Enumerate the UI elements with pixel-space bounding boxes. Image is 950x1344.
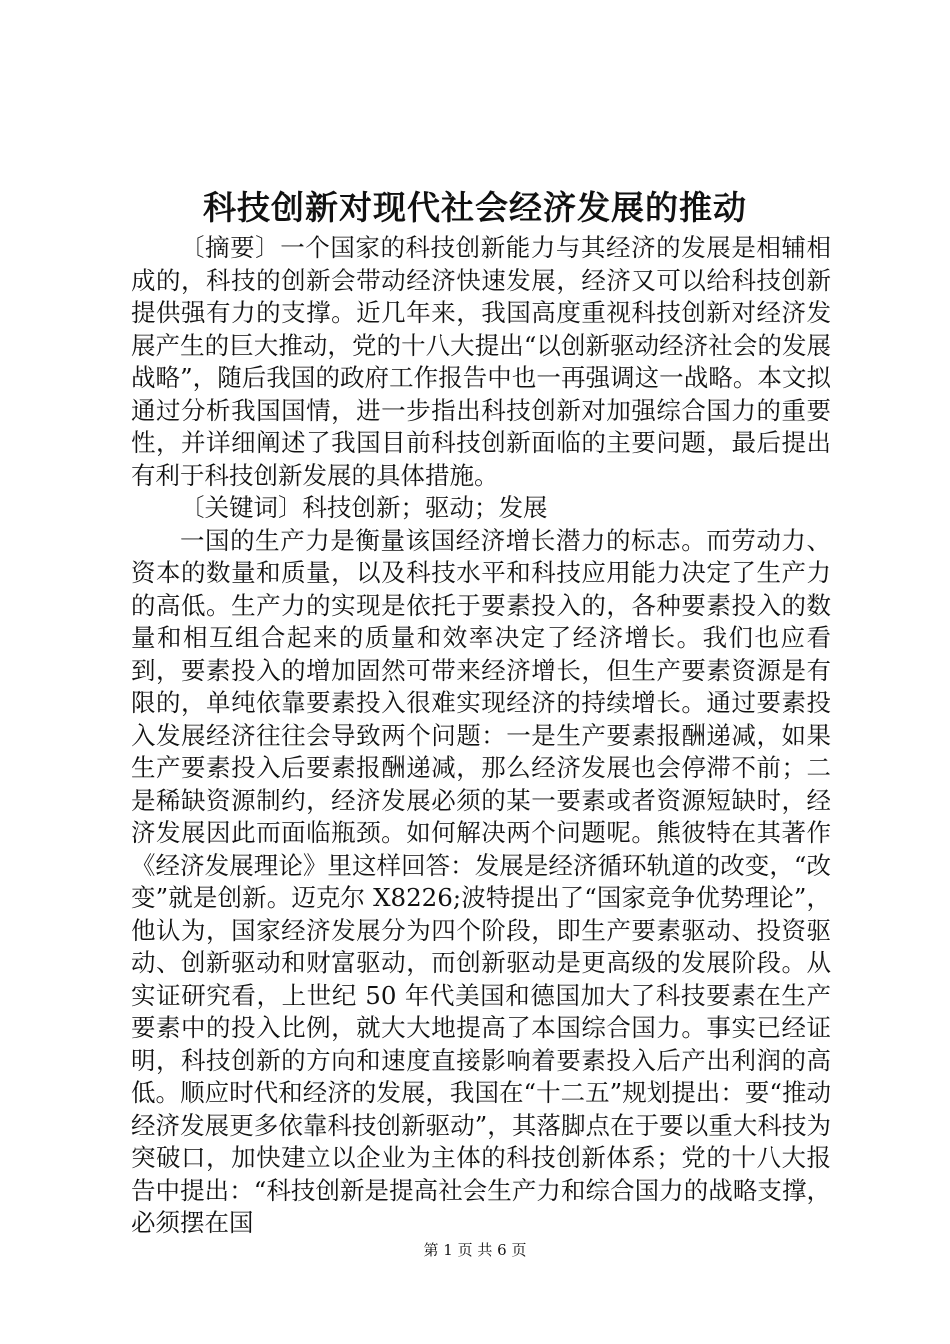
document-title: 科技创新对现代社会经济发展的推动 bbox=[203, 188, 747, 227]
keywords-paragraph: 〔关键词〕科技创新；驱动；发展 bbox=[180, 493, 548, 522]
abstract-paragraph: 〔摘要〕一个国家的科技创新能力与其经济的发展是相辅相成的，科技的创新会带动经济快速发展，经济又可以给科技创新提供强有力的支撑。近几年来，我国高度重视科技创新对经济发展产生的巨大推动，党的十八大提出“以创新驱动经济社会的发展战略”，随后我国的政府工作报告中也一再强调这一战略。本文拟通过分析我国国情，进一步指出科技创新对加强综合国力的重要性，并详细阐述了我国目前科技创新面临的主要问题，最后提出有利于科技创新发展的具体措施。 bbox=[131, 233, 831, 490]
page-footer: 第 1 页 共 6 页 bbox=[423, 1241, 527, 1259]
body-paragraph: 一国的生产力是衡量该国经济增长潜力的标志。而劳动力、资本的数量和质量，以及科技水平和科技应用能力决定了生产力的高低。生产力的实现是依托于要素投入的，各种要素投入的数量和相互组合起来的质量和效率决定了经济增长。我们也应看到，要素投入的增加固然可带来经济增长，但生产要素资源是有限的，单纯依靠要素投入很难实现经济的持续增长。通过要素投入发展经济往往会导致两个问题：一是生产要素报酬递减，如果生产要素投入后要素报酬递减，那么经济发展也会停滞不前；二是稀缺资源制约，经济发展必须的某一要素或者资源短缺时，经济发展因此而面临瓶颈。如何解决两个问题呢。熊彼特在其著作《经济发展理论》里这样回答：发展是经济循环轨道的改变，“改变”就是创新。迈克尔 X8226;波特提出了“国家竞争优势理论”，他认为，国家经济发展分为四个阶段，即生产要素驱动、投资驱动、创新驱动和财富驱动，而创新驱动是更高级的发展阶段。从实证研究看，上世纪 50 年代美国和德国加大了科技要素在生产要素中的投入比例，就大大地提高了本国综合国力。事实已经证明，科技创新的方向和速度直接影响着要素投入后产出利润的高低。顺应时代和经济的发展，我国在“十二五”规划提出：要“推动经济发展更多依靠科技创新驱动”，其落脚点在于要以重大科技为突破口，加快建立以企业为主体的科技创新体系；党的十八大报告中提出：“科技创新是提高社会生产力和综合国力的战略支撑，必须摆在国 bbox=[131, 525, 831, 1237]
document-body bbox=[131, 232, 831, 1240]
